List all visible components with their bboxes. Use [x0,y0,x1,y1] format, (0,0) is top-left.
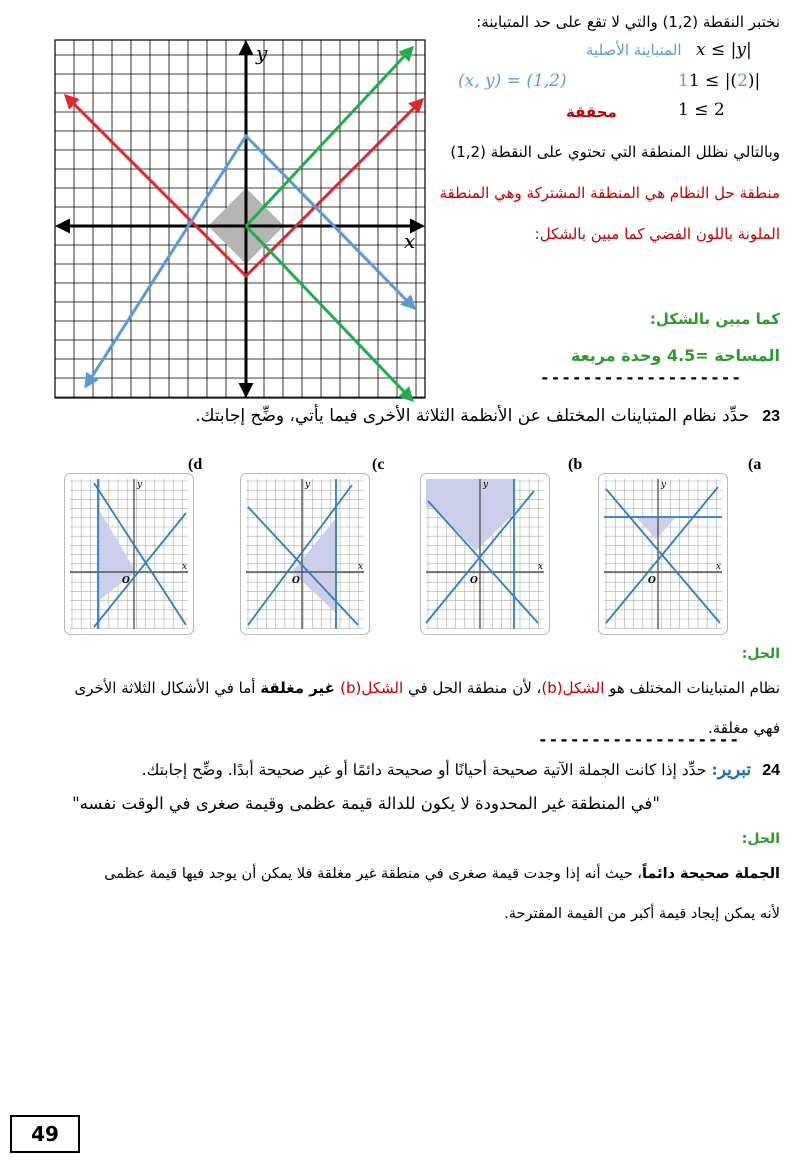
q23-solution-title: الحل: [741,646,780,662]
original-inequality: x ≤ |y| [696,40,752,60]
q24-label: تبرير: [711,760,752,780]
q24-answer-rest: ، حيث أنه إذا وجدت قيمة صغرى في منطقة غير مغلقة فلا يمكن أن يوجد فيها قيمة عظمى [104,866,642,882]
q24-answer-bold: الجملة صحيحة دائماً [641,866,780,882]
option-label-b: (b [568,456,583,473]
svg-text:x: x [538,562,544,572]
q23-answer-fig2: الشكل(b) [340,679,404,697]
area-result: المساحة =4.5 وحدة مربعة [571,346,780,365]
divider-1: ------------------- [540,368,743,387]
q23-answer-fig1: الشكل(b) [541,679,605,697]
divider-2: ------------------- [538,730,741,749]
graph-c [240,473,370,635]
svg-text:x: x [358,562,364,572]
svg-text:O: O [292,576,300,586]
q23-answer [74,678,780,698]
main-graph [50,38,434,410]
q23-answer-bold: غير مغلقة [260,679,341,697]
svg-text:O: O [470,576,478,586]
original-inequality-label: المتباينة الأصلية [586,41,682,59]
q23-number: 23 [762,408,780,425]
q23-answer-line2: فهي مغلقة. [708,719,780,737]
svg-text:y: y [305,480,311,490]
q23-answer-part1: نظام المتباينات المختلف هو [604,679,780,697]
q24-text: حدِّد إذا كانت الجملة الآتية صحيحة أحيانًا أو صحيحة دائمًا أو غير صحيحة أبدًا. وضِّح إجابتك. [141,761,707,779]
as-shown-label: كما مبين بالشكل: [649,310,780,328]
svg-text:y: y [137,480,143,490]
option-label-a: (a [748,456,762,473]
test-point: (x, y) = (1,2) [458,71,567,91]
graph-b [420,473,550,635]
q24-number: 24 [762,762,780,779]
sub-a: 1 ≤ |( [688,71,738,91]
substituted-inequality [678,71,760,91]
graph-a [598,473,728,635]
q24-answer [104,864,780,884]
svg-text:O: O [648,576,656,586]
solution-line-1: منطقة حل النظام هي المنطقة المشتركة وهي المنطقة [439,184,780,202]
svg-text:x: x [182,562,188,572]
intro-text: نختبر النقطة (1,2) والتي لا تقع على حد المتباينة: [476,13,780,31]
q23-header [195,406,780,426]
svg-text:y: y [483,480,489,490]
solution-line-2: الملونة باللون الفضي كما مبين بالشكل: [534,225,780,243]
satisfied-label: محققة [566,103,617,121]
q24-quote: "في المنطقة غير المحدودة لا يكون للدالة قيمة عظمى وقيمة صغرى في الوقت نفسه" [72,794,660,813]
svg-text:O: O [122,576,130,586]
q23-text: حدِّد نظام المتباينات المختلف عن الأنظمة الثلاثة الأخرى فيما يأتي، وضِّح إجابتك. [195,406,750,426]
shade-note: وبالتالي نظلل المنطقة التي تحتوي على النقطة (1,2) [450,143,780,161]
sub-one: 1 [678,71,689,91]
graph-x-label: x [404,229,416,253]
q23-answer-part3: أما في الأشكال الثلاثة الأخرى [74,679,261,697]
result-inequality: 1 ≤ 2 [678,100,725,120]
graph-y-label: y [256,41,268,65]
graph-d [64,473,194,635]
q23-answer-part2: ، لأن منطقة الحل في [403,679,542,697]
svg-text:x: x [716,562,722,572]
sub-c: )| [747,71,761,91]
svg-text:y: y [661,480,667,490]
q24-solution-title: الحل: [741,831,780,847]
option-label-d: (d [188,456,203,473]
q24-answer-line2: لأنه يمكن إيجاد قيمة أكبر من القيمة المقترحة. [504,906,780,922]
option-label-c: (c [372,456,385,473]
sub-b: 2 [737,71,748,91]
q24-header [142,760,780,780]
page-number: 49 [10,1115,80,1153]
